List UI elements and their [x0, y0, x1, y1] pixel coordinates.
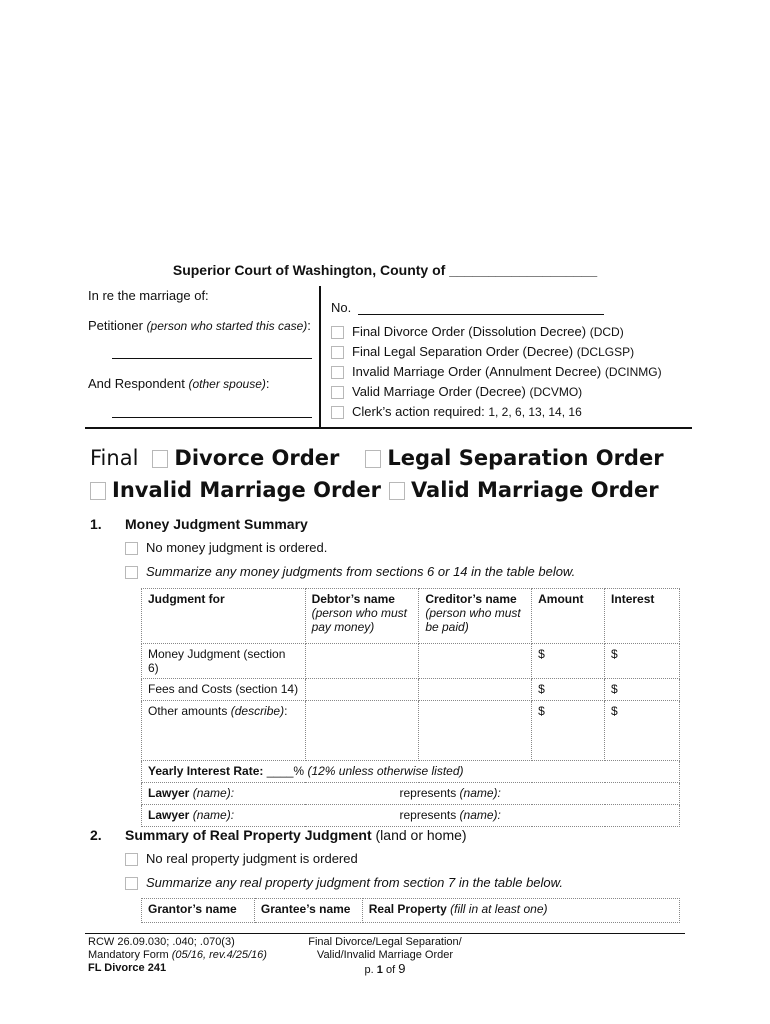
row-other-amounts-interest[interactable]: $ — [605, 701, 680, 761]
footer-left — [88, 936, 267, 975]
section-2-number: 2. — [90, 827, 102, 843]
header-creditor-label: Creditor’s name — [425, 592, 517, 606]
footer-center-line-2: Valid/Invalid Marriage Order — [316, 949, 454, 961]
case-number-line[interactable] — [358, 314, 604, 315]
row-fees-costs-amount[interactable]: $ — [532, 679, 605, 701]
row-other-amounts-note: (describe) — [230, 704, 285, 718]
footer-page-of: of — [385, 964, 396, 976]
footer-form-id: FL Divorce 241 — [88, 962, 167, 974]
table-row — [142, 783, 680, 805]
section-2-title — [125, 827, 467, 843]
caption-bottom-rule — [85, 427, 692, 429]
row-other-amounts-creditor[interactable] — [419, 701, 532, 761]
yearly-interest-value: ____% — [266, 764, 305, 778]
lawyer-2-represents-text: represents — [399, 808, 457, 822]
respondent-label — [88, 376, 269, 391]
real-property-table — [141, 898, 680, 923]
checkbox-legal-separation-decree[interactable] — [331, 346, 344, 359]
row-money-judgment-creditor[interactable] — [419, 644, 532, 679]
table-header-row — [142, 899, 680, 923]
option-invalid-marriage-code: (DCINMG) — [604, 365, 662, 379]
row-other-amounts-amount[interactable]: $ — [532, 701, 605, 761]
option-clerk-action[interactable] — [331, 404, 582, 419]
lawyer-1-represents-note: (name): — [459, 786, 501, 800]
petitioner-name-line[interactable] — [112, 358, 312, 359]
section-1-option-summarize-label: Summarize any money judgments from sections 6 or 14 in the table below. — [146, 564, 576, 579]
checkbox-divorce-decree[interactable] — [331, 326, 344, 339]
yearly-interest-rate[interactable] — [142, 761, 680, 783]
respondent-name-line[interactable] — [112, 417, 312, 418]
header-creditor — [419, 589, 532, 644]
row-money-judgment-amount[interactable]: $ — [532, 644, 605, 679]
checkbox-annulment-decree[interactable] — [331, 366, 344, 379]
option-legal-separation[interactable] — [331, 344, 634, 359]
petitioner-colon: : — [307, 318, 311, 333]
header-grantor: Grantor’s name — [142, 899, 255, 923]
option-invalid-marriage-label: Invalid Marriage Order (Annulment Decree) — [352, 364, 602, 379]
footer-mandatory-note: (05/16, rev.4/25/16) — [171, 949, 267, 961]
table-header-row — [142, 589, 680, 644]
option-valid-marriage-label: Valid Marriage Order (Decree) — [352, 384, 526, 399]
option-valid-marriage-code: (DCVMO) — [529, 385, 583, 399]
footer-page — [300, 962, 470, 977]
option-legal-separation-code: (DCLGSP) — [576, 345, 635, 359]
row-money-judgment-label: Money Judgment (section 6) — [142, 644, 306, 679]
header-real-property — [362, 899, 679, 923]
yearly-interest-note: (12% unless otherwise listed) — [307, 764, 464, 778]
header-grantee: Grantee’s name — [254, 899, 362, 923]
lawyer-1-label: Lawyer — [148, 786, 190, 800]
checkbox-no-real-property-judgment[interactable] — [125, 853, 138, 866]
lawyer-1-note: (name): — [192, 786, 235, 800]
caption-divider — [319, 286, 321, 427]
lawyer-1-represents — [400, 786, 501, 800]
row-money-judgment-debtor[interactable] — [305, 644, 419, 679]
footer-page-prefix: p. — [364, 964, 374, 976]
footer-mandatory-label: Mandatory Form — [88, 949, 169, 961]
section-2-option-none[interactable] — [125, 851, 358, 866]
footer-rule — [85, 933, 685, 934]
option-divorce-code: (DCD) — [589, 325, 624, 339]
lawyer-row-1[interactable] — [142, 783, 680, 805]
yearly-interest-label: Yearly Interest Rate: — [148, 764, 264, 778]
checkbox-no-money-judgment[interactable] — [125, 542, 138, 555]
section-1-number: 1. — [90, 516, 102, 532]
option-clerk-action-code: 1, 2, 6, 13, 14, 16 — [488, 405, 582, 419]
in-re-label: In re the marriage of: — [88, 288, 209, 303]
title-checkbox-valid-marriage[interactable] — [389, 482, 405, 500]
footer-center-line-1: Final Divorce/Legal Separation/ — [308, 936, 462, 948]
header-judgment-for: Judgment for — [142, 589, 306, 644]
case-number-label: No. — [331, 300, 352, 315]
header-debtor-note: (person who must pay money) — [311, 606, 407, 634]
row-fees-costs-interest[interactable]: $ — [605, 679, 680, 701]
title-checkbox-legal-separation[interactable] — [365, 450, 381, 468]
footer-page-total: 9 — [398, 961, 406, 976]
title-divorce-order: Divorce Order — [174, 446, 340, 470]
lawyer-2-note: (name): — [192, 808, 235, 822]
title-row-1 — [90, 446, 664, 470]
header-amount: Amount — [532, 589, 605, 644]
footer-page-number: 1 — [376, 964, 383, 976]
section-2-title-suffix: (land or home) — [375, 827, 467, 843]
title-checkbox-divorce[interactable] — [152, 450, 168, 468]
footer-center — [300, 936, 470, 977]
row-other-amounts-text: Other amounts — [148, 704, 228, 718]
row-other-amounts-debtor[interactable] — [305, 701, 419, 761]
title-invalid-marriage-order: Invalid Marriage Order — [112, 478, 381, 502]
title-valid-marriage-order: Valid Marriage Order — [410, 478, 659, 502]
footer-rcw: RCW 26.09.030; .040; .070(3) — [88, 936, 235, 948]
header-real-property-label: Real Property — [368, 902, 447, 916]
title-row-2 — [90, 478, 659, 502]
section-1-option-none-label: No money judgment is ordered. — [146, 540, 328, 555]
table-row — [142, 679, 680, 701]
respondent-note: (other spouse) — [188, 377, 266, 391]
section-1-option-none[interactable] — [125, 540, 327, 555]
table-row — [142, 761, 680, 783]
title-checkbox-invalid-marriage[interactable] — [90, 482, 106, 500]
header-debtor — [305, 589, 419, 644]
option-valid-marriage[interactable] — [331, 384, 582, 399]
checkbox-summarize-money-judgment[interactable] — [125, 566, 138, 579]
section-2-title-text: Summary of Real Property Judgment — [125, 827, 372, 843]
footer-mandatory — [88, 949, 267, 962]
respondent-colon: : — [265, 376, 270, 391]
row-fees-costs-debtor[interactable] — [305, 679, 419, 701]
lawyer-2-represents — [400, 808, 501, 822]
header-debtor-label: Debtor’s name — [311, 592, 395, 606]
checkbox-clerk-action[interactable] — [331, 406, 344, 419]
table-row — [142, 805, 680, 827]
header-creditor-note: (person who must be paid) — [425, 606, 521, 634]
section-2-option-summarize[interactable] — [125, 875, 563, 890]
checkbox-valid-marriage-decree[interactable] — [331, 386, 344, 399]
row-money-judgment-interest[interactable]: $ — [605, 644, 680, 679]
section-1-option-summarize[interactable] — [125, 564, 575, 579]
petitioner-text: Petitioner — [88, 318, 143, 333]
header-real-property-note: (fill in at least one) — [450, 902, 548, 916]
title-legal-separation-order: Legal Separation Order — [387, 446, 664, 470]
respondent-text: And Respondent — [88, 376, 185, 391]
lawyer-1-represents-text: represents — [399, 786, 457, 800]
section-2-option-none-label: No real property judgment is ordered — [146, 851, 358, 866]
option-legal-separation-label: Final Legal Separation Order (Decree) — [352, 344, 574, 359]
lawyer-2-label: Lawyer — [148, 808, 190, 822]
section-2-option-summarize-label: Summarize any real property judgment from section 7 in the table below. — [146, 875, 563, 890]
header-interest: Interest — [605, 589, 680, 644]
option-divorce[interactable] — [331, 324, 624, 339]
row-fees-costs-creditor[interactable] — [419, 679, 532, 701]
title-final: Final — [90, 446, 139, 470]
option-invalid-marriage[interactable] — [331, 364, 662, 379]
table-row — [142, 644, 680, 679]
table-row — [142, 701, 680, 761]
petitioner-note: (person who started this case) — [146, 319, 308, 333]
court-header: Superior Court of Washington, County of ___________________ — [172, 262, 598, 278]
petitioner-label — [88, 318, 311, 333]
lawyer-2-represents-note: (name): — [459, 808, 501, 822]
lawyer-row-2[interactable] — [142, 805, 680, 827]
row-fees-costs-label: Fees and Costs (section 14) — [142, 679, 306, 701]
money-judgment-table — [141, 588, 680, 827]
option-divorce-label: Final Divorce Order (Dissolution Decree) — [352, 324, 587, 339]
section-1-title: Money Judgment Summary — [125, 516, 308, 532]
checkbox-summarize-real-property[interactable] — [125, 877, 138, 890]
option-clerk-action-label: Clerk’s action required: — [352, 404, 485, 419]
row-other-amounts-label: Other amounts (describe): — [142, 701, 306, 761]
